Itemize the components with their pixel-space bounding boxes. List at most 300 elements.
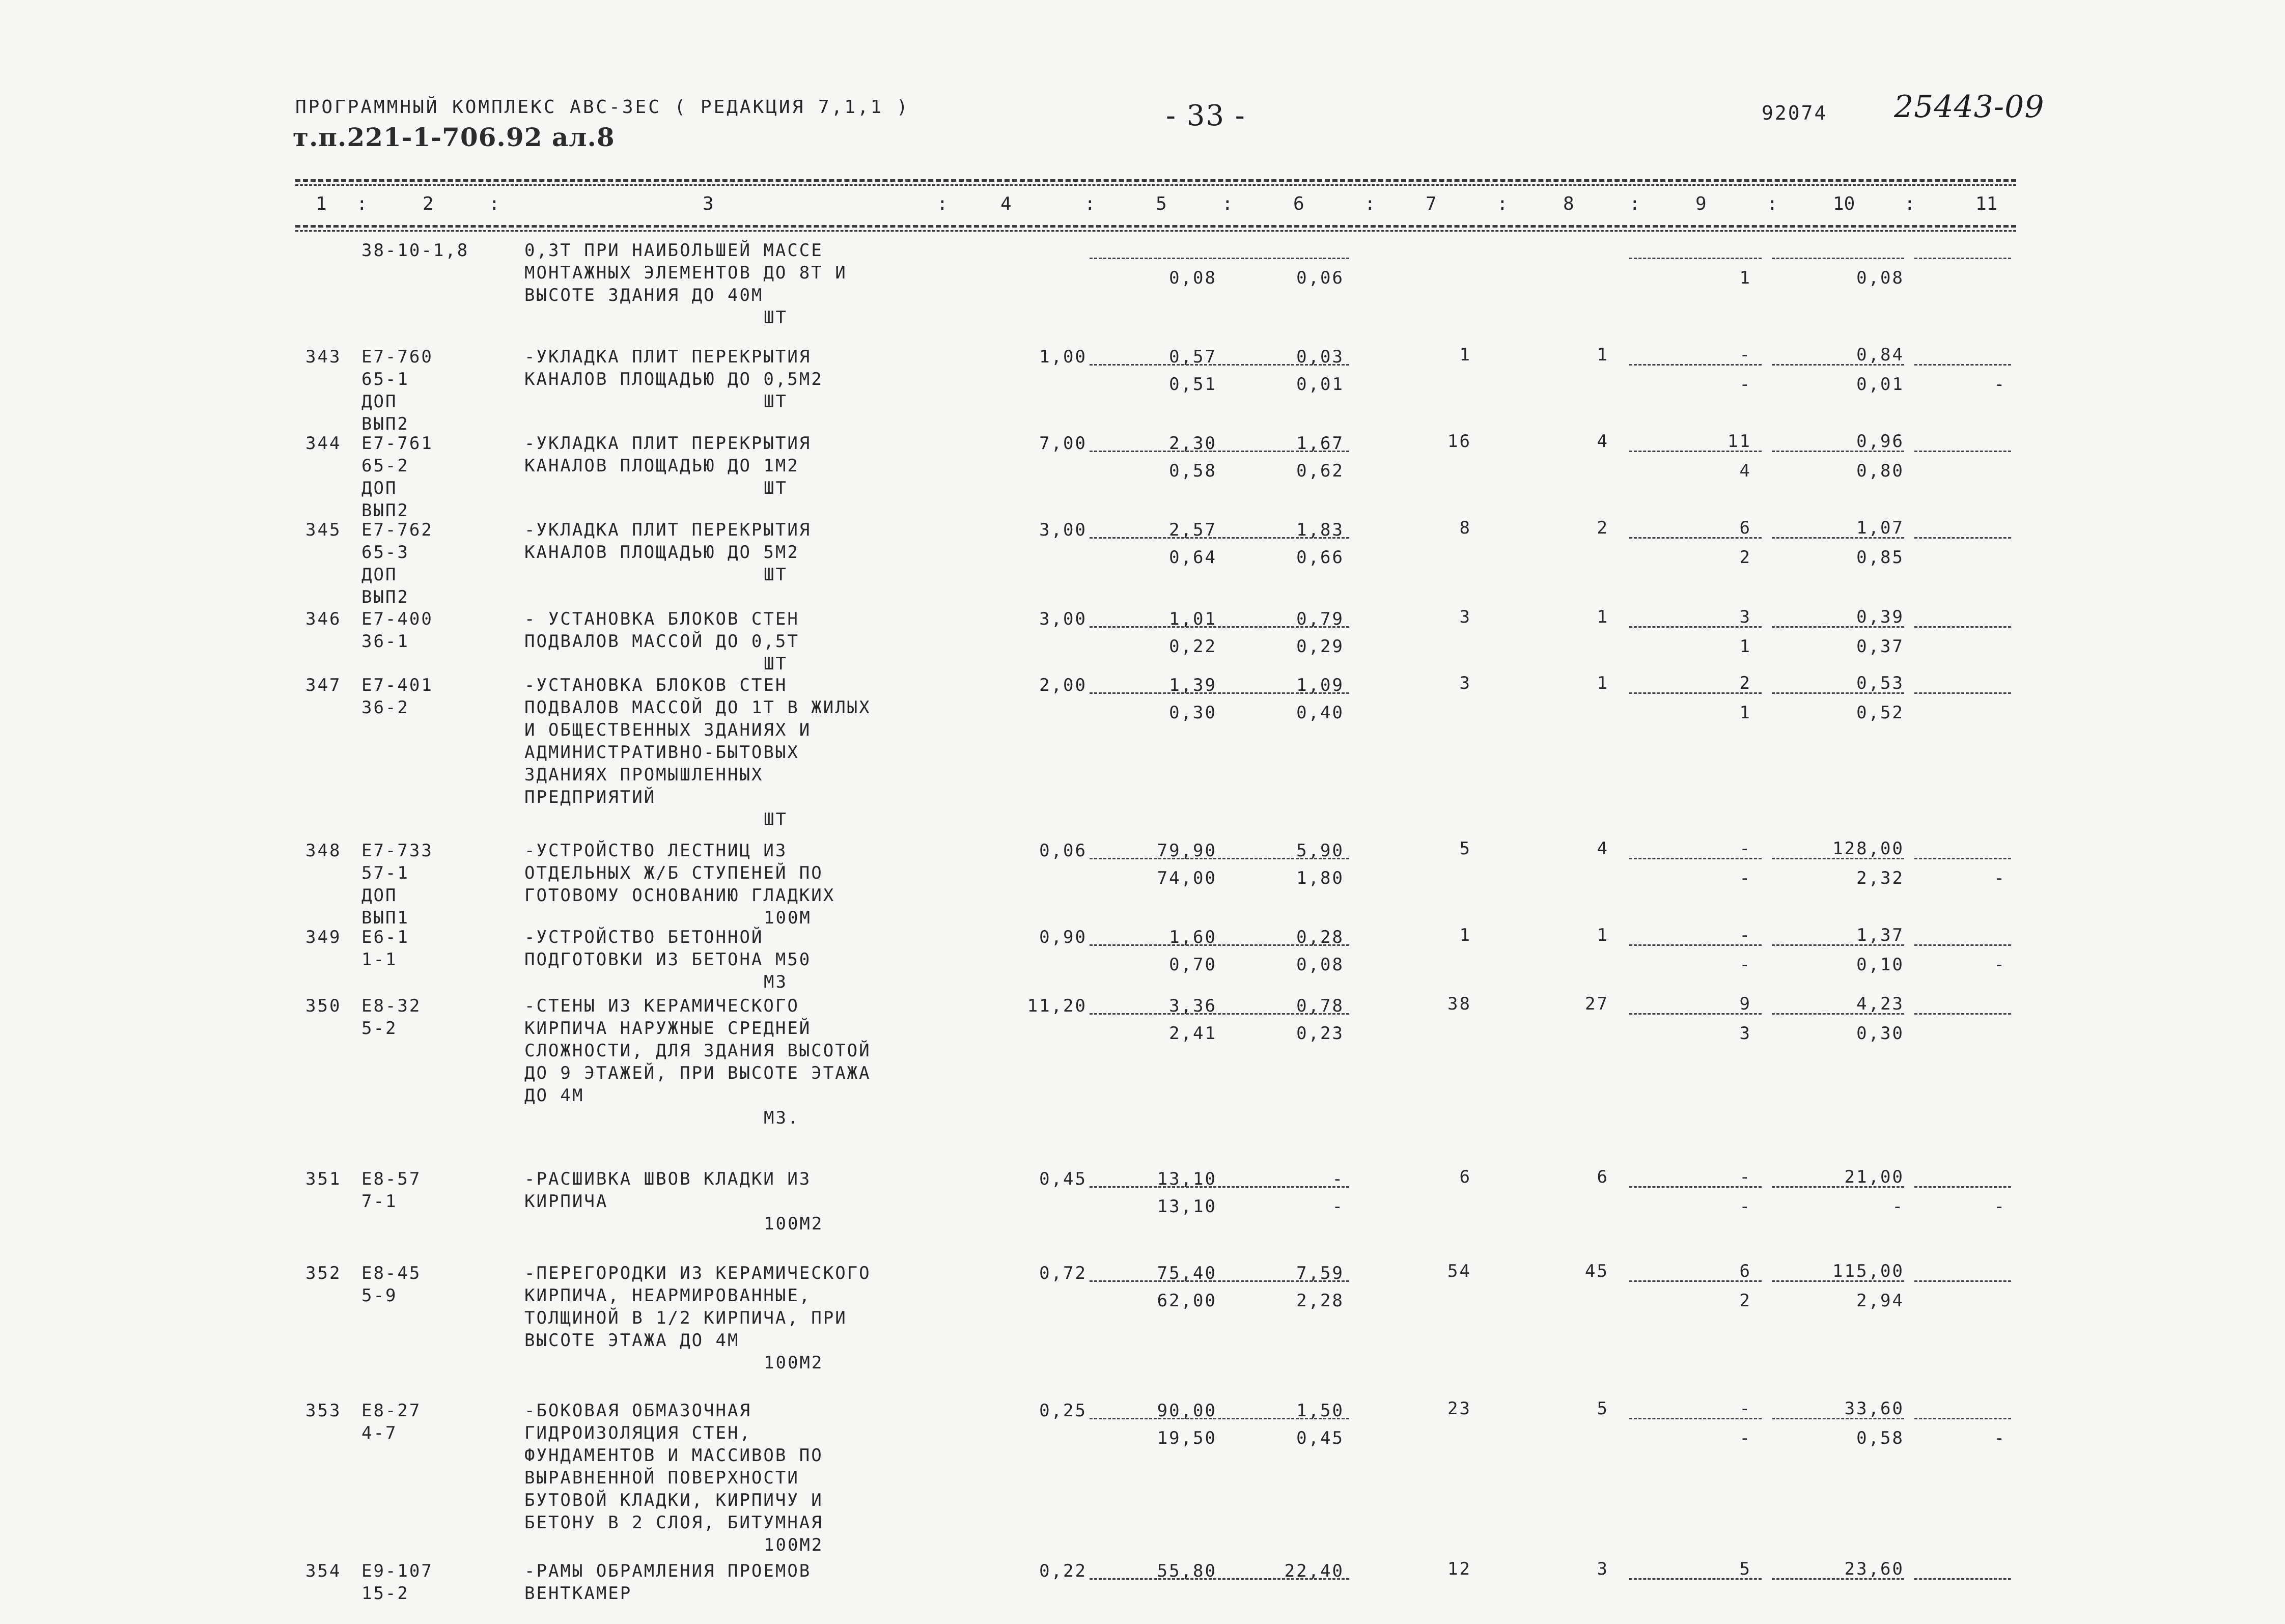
value-separator-dashes xyxy=(1772,692,1904,694)
column-number-11: 11 xyxy=(1975,193,1998,214)
labor-total-second: - xyxy=(1994,1428,2006,1448)
value-separator-dashes xyxy=(1629,537,1762,539)
norm-code: 38-10-1,8 xyxy=(361,240,469,261)
column-separator: : xyxy=(1497,193,1508,214)
total-cost-col7: 16 xyxy=(1447,431,1471,452)
total-cost-col8: 5 xyxy=(1597,1398,1609,1419)
labor-cost: 0,96 xyxy=(1856,431,1904,452)
value-separator-dashes xyxy=(1090,858,1349,859)
handwritten-number: 25443-09 xyxy=(1894,89,2045,125)
total-cost-col7: 3 xyxy=(1459,607,1471,627)
norm-code: Е8-32 xyxy=(361,996,422,1016)
work-description: ДО 4М xyxy=(524,1085,584,1106)
total-cost-col7: 8 xyxy=(1459,518,1471,538)
total-cost-col9-second: 2 xyxy=(1739,1291,1751,1311)
column-number-10: 10 xyxy=(1833,193,1855,214)
quantity: 2,00 xyxy=(1039,675,1087,695)
labor-cost: 1,37 xyxy=(1856,925,1904,945)
total-cost-col9-second: - xyxy=(1739,1196,1751,1217)
cost-direct-total: 0,57 xyxy=(1169,347,1217,367)
column-separator: : xyxy=(1084,193,1096,214)
column-separator: : xyxy=(937,193,948,214)
work-description: ВЕНТКАМЕР xyxy=(524,1583,632,1604)
labor-total-second: - xyxy=(1994,1196,2006,1217)
cost-direct-wages: 13,10 xyxy=(1157,1196,1217,1217)
value-separator-dashes xyxy=(1772,1280,1904,1282)
cost-machines-wages: 2,28 xyxy=(1296,1291,1344,1311)
header-bottom-rule-inner xyxy=(295,230,2016,232)
norm-code: ДОП xyxy=(361,478,398,498)
value-separator-dashes xyxy=(1914,944,2011,946)
total-cost-col7: 23 xyxy=(1447,1398,1471,1419)
labor-cost-second: 0,80 xyxy=(1856,461,1904,481)
value-separator-dashes xyxy=(1914,1186,2011,1188)
total-cost-col9: 6 xyxy=(1739,1261,1751,1281)
work-description: ВЫРАВНЕННОЙ ПОВЕРХНОСТИ xyxy=(524,1468,799,1488)
work-description: КАНАЛОВ ПЛОЩАДЬЮ ДО 0,5М2 xyxy=(524,369,823,389)
work-description: КИРПИЧА xyxy=(524,1191,608,1212)
work-description: -БОКОВАЯ ОБМАЗОЧНАЯ xyxy=(524,1401,751,1421)
value-separator-dashes xyxy=(1090,692,1349,694)
norm-code: 57-1 xyxy=(361,863,409,883)
total-cost-col9-second: 1 xyxy=(1739,636,1751,657)
work-description: ПОДВАЛОВ МАССОЙ ДО 1Т В ЖИЛЫХ xyxy=(524,697,871,718)
cost-machines: 5,90 xyxy=(1296,841,1344,861)
norm-code: Е9-107 xyxy=(361,1561,433,1581)
column-number-9: 9 xyxy=(1695,193,1707,214)
value-separator-dashes xyxy=(1772,1578,1904,1580)
labor-cost: 0,84 xyxy=(1856,345,1904,365)
cost-machines-wages: 0,29 xyxy=(1296,636,1344,657)
norm-code: 5-9 xyxy=(361,1285,398,1306)
total-cost-col9-second: - xyxy=(1739,955,1751,975)
work-description: АДМИНИСТРАТИВНО-БЫТОВЫХ xyxy=(524,742,799,763)
value-separator-dashes xyxy=(1629,1418,1762,1419)
cost-machines-wages: 0,01 xyxy=(1296,374,1344,395)
norm-code: Е8-27 xyxy=(361,1401,422,1421)
value-separator-dashes xyxy=(1090,1186,1349,1188)
cost-machines-wages: 0,08 xyxy=(1296,955,1344,975)
total-cost-col9-second: 1 xyxy=(1739,703,1751,723)
work-description: -РАМЫ ОБРАМЛЕНИЯ ПРОЕМОВ xyxy=(524,1561,812,1581)
value-separator-dashes xyxy=(1090,1418,1349,1419)
document-number: т.п.221-1-706.92 ал.8 xyxy=(293,122,615,152)
cost-direct-total: 55,80 xyxy=(1157,1561,1217,1581)
work-description: ПОДГОТОВКИ ИЗ БЕТОНА М50 xyxy=(524,949,812,970)
cost-machines-wages: 0,06 xyxy=(1296,268,1344,288)
total-cost-col9: 6 xyxy=(1739,518,1751,538)
column-number-7: 7 xyxy=(1426,193,1437,214)
quantity: 3,00 xyxy=(1039,520,1087,540)
norm-code: 5-2 xyxy=(361,1018,398,1039)
value-separator-dashes xyxy=(1914,1280,2011,1282)
total-cost-col8: 4 xyxy=(1597,431,1609,452)
cost-direct-wages: 74,00 xyxy=(1157,868,1217,888)
column-separator: : xyxy=(1904,193,1915,214)
total-cost-col7: 5 xyxy=(1459,838,1471,859)
value-separator-dashes xyxy=(1629,944,1762,946)
cost-direct-total: 90,00 xyxy=(1157,1401,1217,1421)
work-description: БУТОВОЙ КЛАДКИ, КИРПИЧУ И xyxy=(524,1490,823,1510)
labor-cost: 0,39 xyxy=(1856,607,1904,627)
value-separator-dashes xyxy=(1914,364,2011,366)
cost-machines: 7,59 xyxy=(1296,1263,1344,1283)
value-separator-dashes xyxy=(1090,451,1349,452)
column-number-1: 1 xyxy=(316,193,327,214)
document-code: 92074 xyxy=(1762,102,1828,124)
work-description: ВЫСОТЕ ЭТАЖА ДО 4М xyxy=(524,1330,740,1351)
cost-machines-wages: 0,45 xyxy=(1296,1428,1344,1448)
cost-direct-wages: 0,22 xyxy=(1169,636,1217,657)
value-separator-dashes xyxy=(1772,1186,1904,1188)
labor-cost: 23,60 xyxy=(1844,1559,1904,1579)
norm-code: 36-1 xyxy=(361,631,409,652)
norm-code: Е7-401 xyxy=(361,675,433,695)
total-cost-col9: 11 xyxy=(1727,431,1751,452)
work-description: -УКЛАДКА ПЛИТ ПЕРЕКРЫТИЯ xyxy=(524,347,812,367)
total-cost-col8: 4 xyxy=(1597,838,1609,859)
work-description: КАНАЛОВ ПЛОЩАДЬЮ ДО 5М2 xyxy=(524,542,799,563)
cost-direct-wages: 0,51 xyxy=(1169,374,1217,395)
table-top-rule-inner xyxy=(295,184,2016,186)
cost-machines-wages: 0,23 xyxy=(1296,1023,1344,1044)
cost-machines-wages: 0,40 xyxy=(1296,703,1344,723)
norm-code: Е8-57 xyxy=(361,1169,422,1189)
column-number-5: 5 xyxy=(1156,193,1167,214)
row-number: 347 xyxy=(305,675,342,695)
value-separator-dashes xyxy=(1090,1280,1349,1282)
quantity: 1,00 xyxy=(1039,347,1087,367)
work-description: ОТДЕЛЬНЫХ Ж/Б СТУПЕНЕЙ ПО xyxy=(524,863,823,883)
cost-machines: 0,79 xyxy=(1296,609,1344,629)
work-description: -ПЕРЕГОРОДКИ ИЗ КЕРАМИЧЕСКОГО xyxy=(524,1263,871,1283)
cost-direct-wages: 2,41 xyxy=(1169,1023,1217,1044)
cost-machines: 0,78 xyxy=(1296,996,1344,1016)
cost-direct-total: 2,30 xyxy=(1169,433,1217,454)
unit-of-measure: 100М2 xyxy=(764,1214,824,1234)
work-description: ПОДВАЛОВ МАССОЙ ДО 0,5Т xyxy=(524,631,799,652)
total-cost-col9-second: 1 xyxy=(1739,268,1751,288)
column-separator: : xyxy=(1767,193,1778,214)
unit-of-measure: ШТ xyxy=(764,565,788,585)
work-description: -УКЛАДКА ПЛИТ ПЕРЕКРЫТИЯ xyxy=(524,433,812,454)
cost-direct-wages: 0,08 xyxy=(1169,268,1217,288)
cost-direct-wages: 0,64 xyxy=(1169,547,1217,568)
column-number-3: 3 xyxy=(703,193,714,214)
cost-machines: - xyxy=(1332,1169,1344,1189)
total-cost-col7: 1 xyxy=(1459,345,1471,365)
labor-cost-second: - xyxy=(1892,1196,1904,1217)
labor-total-second: - xyxy=(1994,868,2006,888)
unit-of-measure: ШТ xyxy=(764,478,788,498)
labor-cost: 1,07 xyxy=(1856,518,1904,538)
value-separator-dashes xyxy=(1772,537,1904,539)
row-number: 350 xyxy=(305,996,342,1016)
total-cost-col7: 38 xyxy=(1447,994,1471,1014)
value-separator-dashes xyxy=(1772,858,1904,859)
norm-code: ДОП xyxy=(361,885,398,906)
norm-code: Е8-45 xyxy=(361,1263,422,1283)
value-separator-dashes xyxy=(1090,258,1349,259)
norm-code: 36-2 xyxy=(361,697,409,718)
unit-of-measure: ШТ xyxy=(764,654,788,674)
cost-machines: 0,28 xyxy=(1296,927,1344,947)
unit-of-measure: ШТ xyxy=(764,307,788,328)
norm-code: Е7-761 xyxy=(361,433,433,454)
total-cost-col8: 27 xyxy=(1585,994,1609,1014)
work-description: -УСТРОЙСТВО БЕТОННОЙ xyxy=(524,927,764,947)
value-separator-dashes xyxy=(1629,451,1762,452)
value-separator-dashes xyxy=(1090,626,1349,628)
value-separator-dashes xyxy=(1914,1013,2011,1015)
norm-code: 1-1 xyxy=(361,949,398,970)
quantity: 0,22 xyxy=(1039,1561,1087,1581)
work-description: -УСТРОЙСТВО ЛЕСТНИЦ ИЗ xyxy=(524,841,788,861)
labor-cost-second: 0,85 xyxy=(1856,547,1904,568)
total-cost-col8: 45 xyxy=(1585,1261,1609,1281)
quantity: 7,00 xyxy=(1039,433,1087,454)
row-number: 349 xyxy=(305,927,342,947)
value-separator-dashes xyxy=(1629,858,1762,859)
norm-code: ВЫП1 xyxy=(361,908,409,928)
value-separator-dashes xyxy=(1629,692,1762,694)
row-number: 348 xyxy=(305,841,342,861)
labor-cost: 128,00 xyxy=(1832,838,1904,859)
unit-of-measure: М3 xyxy=(764,972,788,992)
quantity: 0,25 xyxy=(1039,1401,1087,1421)
column-separator: : xyxy=(356,193,368,214)
quantity: 0,45 xyxy=(1039,1169,1087,1189)
column-number-8: 8 xyxy=(1563,193,1574,214)
column-separator: : xyxy=(489,193,500,214)
norm-code: 15-2 xyxy=(361,1583,409,1604)
cost-direct-wages: 62,00 xyxy=(1157,1291,1217,1311)
quantity: 0,72 xyxy=(1039,1263,1087,1283)
value-separator-dashes xyxy=(1090,537,1349,539)
labor-cost-second: 0,30 xyxy=(1856,1023,1904,1044)
labor-cost-second: 0,01 xyxy=(1856,374,1904,395)
quantity: 11,20 xyxy=(1027,996,1087,1016)
value-separator-dashes xyxy=(1772,364,1904,366)
labor-cost: 33,60 xyxy=(1844,1398,1904,1419)
work-description: 0,3Т ПРИ НАИБОЛЬШЕЙ МАССЕ xyxy=(524,240,823,261)
column-number-4: 4 xyxy=(1000,193,1012,214)
column-separator: : xyxy=(1222,193,1233,214)
total-cost-col7: 54 xyxy=(1447,1261,1471,1281)
value-separator-dashes xyxy=(1914,858,2011,859)
norm-code: ВЫП2 xyxy=(361,587,409,607)
row-number: 346 xyxy=(305,609,342,629)
labor-cost-second: 2,32 xyxy=(1856,868,1904,888)
value-separator-dashes xyxy=(1629,1280,1762,1282)
cost-machines: 0,03 xyxy=(1296,347,1344,367)
work-description: ПРЕДПРИЯТИЙ xyxy=(524,787,656,807)
value-separator-dashes xyxy=(1772,451,1904,452)
unit-of-measure: ШТ xyxy=(764,391,788,412)
norm-code: Е7-733 xyxy=(361,841,433,861)
work-description: МОНТАЖНЫХ ЭЛЕМЕНТОВ ДО 8Т И xyxy=(524,263,847,283)
work-description: КИРПИЧА НАРУЖНЫЕ СРЕДНЕЙ xyxy=(524,1018,812,1039)
row-number: 354 xyxy=(305,1561,342,1581)
total-cost-col9: 9 xyxy=(1739,994,1751,1014)
total-cost-col8: 6 xyxy=(1597,1167,1609,1187)
total-cost-col9: - xyxy=(1739,345,1751,365)
value-separator-dashes xyxy=(1914,626,2011,628)
labor-total-second: - xyxy=(1994,374,2006,395)
norm-code: ВЫП2 xyxy=(361,500,409,521)
total-cost-col7: 12 xyxy=(1447,1559,1471,1579)
row-number: 343 xyxy=(305,347,342,367)
norm-code: 7-1 xyxy=(361,1191,398,1212)
labor-total-second: - xyxy=(1994,955,2006,975)
cost-direct-total: 1,60 xyxy=(1169,927,1217,947)
quantity: 0,06 xyxy=(1039,841,1087,861)
cost-direct-total: 13,10 xyxy=(1157,1169,1217,1189)
value-separator-dashes xyxy=(1914,692,2011,694)
cost-direct-total: 3,36 xyxy=(1169,996,1217,1016)
value-separator-dashes xyxy=(1914,1578,2011,1580)
total-cost-col9: - xyxy=(1739,1398,1751,1419)
norm-code: ВЫП2 xyxy=(361,414,409,434)
value-separator-dashes xyxy=(1914,537,2011,539)
work-description: -УКЛАДКА ПЛИТ ПЕРЕКРЫТИЯ xyxy=(524,520,812,540)
total-cost-col9-second: - xyxy=(1739,1428,1751,1448)
value-separator-dashes xyxy=(1090,1578,1349,1580)
work-description: КИРПИЧА, НЕАРМИРОВАННЫЕ, xyxy=(524,1285,812,1306)
row-number: 353 xyxy=(305,1401,342,1421)
cost-machines-wages: - xyxy=(1332,1196,1344,1217)
work-description: -УСТАНОВКА БЛОКОВ СТЕН xyxy=(524,675,788,695)
work-description: ТОЛЩИНОЙ В 1/2 КИРПИЧА, ПРИ xyxy=(524,1308,847,1328)
work-description: ГОТОВОМУ ОСНОВАНИЮ ГЛАДКИХ xyxy=(524,885,835,906)
value-separator-dashes xyxy=(1090,1013,1349,1015)
column-separator: : xyxy=(1364,193,1376,214)
value-separator-dashes xyxy=(1090,364,1349,366)
column-number-6: 6 xyxy=(1293,193,1304,214)
value-separator-dashes xyxy=(1090,944,1349,946)
value-separator-dashes xyxy=(1914,1418,2011,1419)
unit-of-measure: 100М xyxy=(764,908,812,928)
total-cost-col8: 1 xyxy=(1597,345,1609,365)
value-separator-dashes xyxy=(1772,1013,1904,1015)
total-cost-col7: 3 xyxy=(1459,673,1471,693)
labor-cost: 115,00 xyxy=(1832,1261,1904,1281)
total-cost-col9-second: 3 xyxy=(1739,1023,1751,1044)
unit-of-measure: 100М2 xyxy=(764,1535,824,1555)
norm-code: Е7-762 xyxy=(361,520,433,540)
unit-of-measure: 100М2 xyxy=(764,1353,824,1373)
row-number: 344 xyxy=(305,433,342,454)
column-separator: : xyxy=(1629,193,1640,214)
labor-cost: 21,00 xyxy=(1844,1167,1904,1187)
cost-machines: 1,50 xyxy=(1296,1401,1344,1421)
norm-code: 65-1 xyxy=(361,369,409,389)
work-description: - УСТАНОВКА БЛОКОВ СТЕН xyxy=(524,609,799,629)
labor-cost-second: 2,94 xyxy=(1856,1291,1904,1311)
cost-machines: 1,83 xyxy=(1296,520,1344,540)
value-separator-dashes xyxy=(1629,1013,1762,1015)
total-cost-col8: 1 xyxy=(1597,925,1609,945)
work-description: ГИДРОИЗОЛЯЦИЯ СТЕН, xyxy=(524,1423,751,1443)
norm-code: Е7-400 xyxy=(361,609,433,629)
value-separator-dashes xyxy=(1629,1578,1762,1580)
cost-direct-total: 1,39 xyxy=(1169,675,1217,695)
cost-machines: 1,67 xyxy=(1296,433,1344,454)
labor-cost-second: 0,58 xyxy=(1856,1428,1904,1448)
labor-cost: 0,53 xyxy=(1856,673,1904,693)
cost-machines: 1,09 xyxy=(1296,675,1344,695)
column-number-row xyxy=(0,193,2285,219)
value-separator-dashes xyxy=(1629,258,1762,259)
program-title: ПРОГРАММНЫЙ КОМПЛЕКС АВС-3ЕС ( РЕДАКЦИЯ 7,1,1 ) xyxy=(295,97,910,118)
value-separator-dashes xyxy=(1772,626,1904,628)
work-description: -РАСШИВКА ШВОВ КЛАДКИ ИЗ xyxy=(524,1169,812,1189)
cost-machines: 22,40 xyxy=(1284,1561,1344,1581)
cost-direct-wages: 19,50 xyxy=(1157,1428,1217,1448)
work-description: ВЫСОТЕ ЗДАНИЯ ДО 40М xyxy=(524,285,764,305)
cost-machines-wages: 1,80 xyxy=(1296,868,1344,888)
page-number: - 33 - xyxy=(1166,99,1246,132)
work-description: СЛОЖНОСТИ, ДЛЯ ЗДАНИЯ ВЫСОТОЙ xyxy=(524,1041,871,1061)
total-cost-col9: - xyxy=(1739,1167,1751,1187)
value-separator-dashes xyxy=(1772,1418,1904,1419)
work-description: БЕТОНУ В 2 СЛОЯ, БИТУМНАЯ xyxy=(524,1513,823,1533)
total-cost-col9: 5 xyxy=(1739,1559,1751,1579)
labor-cost-second: 0,08 xyxy=(1856,268,1904,288)
value-separator-dashes xyxy=(1629,1186,1762,1188)
total-cost-col9-second: - xyxy=(1739,374,1751,395)
total-cost-col8: 1 xyxy=(1597,607,1609,627)
quantity: 3,00 xyxy=(1039,609,1087,629)
value-separator-dashes xyxy=(1914,258,2011,259)
work-description: ДО 9 ЭТАЖЕЙ, ПРИ ВЫСОТЕ ЭТАЖА xyxy=(524,1063,871,1083)
total-cost-col8: 3 xyxy=(1597,1559,1609,1579)
unit-of-measure: М3. xyxy=(764,1108,800,1128)
labor-cost-second: 0,37 xyxy=(1856,636,1904,657)
total-cost-col8: 1 xyxy=(1597,673,1609,693)
total-cost-col9: 3 xyxy=(1739,607,1751,627)
row-number: 345 xyxy=(305,520,342,540)
norm-code: 4-7 xyxy=(361,1423,398,1443)
labor-cost-second: 0,10 xyxy=(1856,955,1904,975)
labor-cost: 4,23 xyxy=(1856,994,1904,1014)
norm-code: 65-2 xyxy=(361,456,409,476)
total-cost-col9-second: 2 xyxy=(1739,547,1751,568)
norm-code: Е6-1 xyxy=(361,927,409,947)
norm-code: Е7-760 xyxy=(361,347,433,367)
cost-direct-total: 1,01 xyxy=(1169,609,1217,629)
total-cost-col9-second: 4 xyxy=(1739,461,1751,481)
cost-direct-wages: 0,70 xyxy=(1169,955,1217,975)
cost-machines-wages: 0,62 xyxy=(1296,461,1344,481)
value-separator-dashes xyxy=(1772,944,1904,946)
cost-direct-total: 79,90 xyxy=(1157,841,1217,861)
table-top-rule xyxy=(295,179,2016,182)
total-cost-col9: - xyxy=(1739,925,1751,945)
cost-direct-wages: 0,58 xyxy=(1169,461,1217,481)
total-cost-col8: 2 xyxy=(1597,518,1609,538)
value-separator-dashes xyxy=(1914,451,2011,452)
value-separator-dashes xyxy=(1772,258,1904,259)
row-number: 352 xyxy=(305,1263,342,1283)
work-description: КАНАЛОВ ПЛОЩАДЬЮ ДО 1М2 xyxy=(524,456,799,476)
total-cost-col9-second: - xyxy=(1739,868,1751,888)
value-separator-dashes xyxy=(1629,364,1762,366)
work-description: И ОБЩЕСТВЕННЫХ ЗДАНИЯХ И xyxy=(524,720,812,740)
cost-direct-total: 75,40 xyxy=(1157,1263,1217,1283)
cost-direct-total: 2,57 xyxy=(1169,520,1217,540)
norm-code: ДОП xyxy=(361,391,398,412)
